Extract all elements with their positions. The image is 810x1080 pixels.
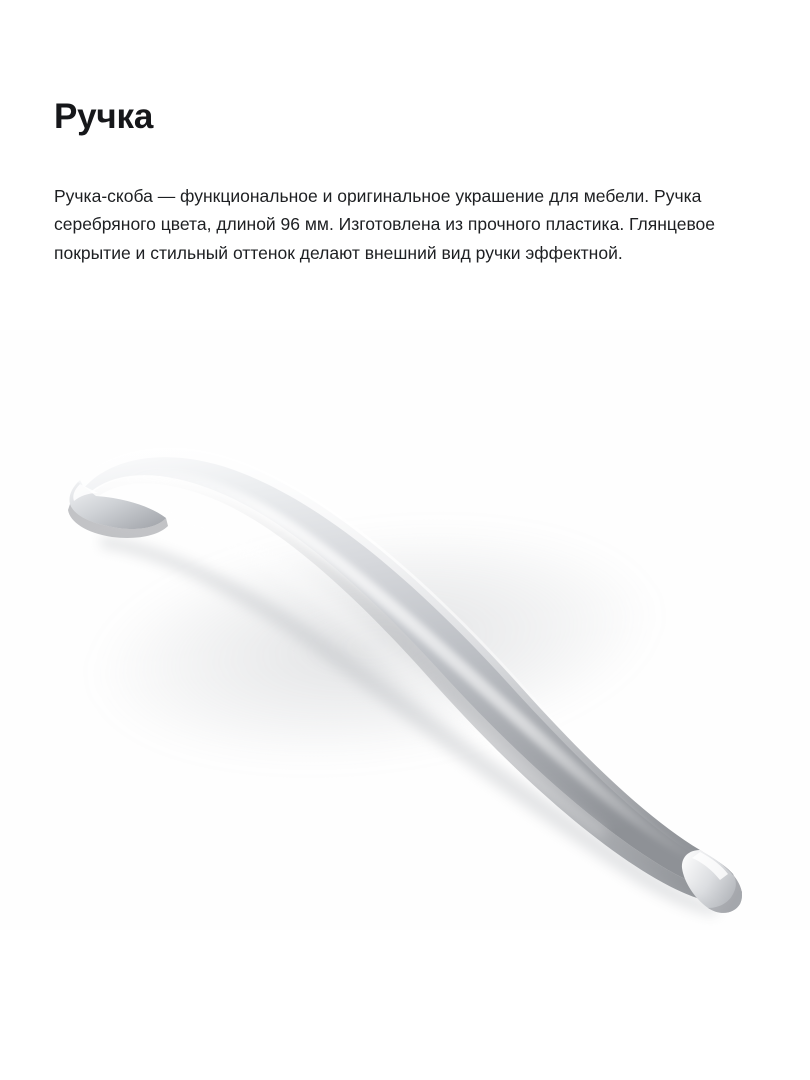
product-info-block: [54, 96, 754, 267]
product-image-backdrop: [0, 330, 810, 930]
page-title: Ручка: [54, 97, 154, 136]
product-description: Ручка-скоба — функциональное и оригинальное украшение для мебели. Ручка серебряного цвета, длиной 96 мм. Изготовлена из прочного пластика. Глянцевое покрытие и стильный оттенок делают внешний вид ручки эффектной.: [54, 186, 716, 263]
handle-bow: [78, 447, 742, 903]
product-image-container: [0, 330, 810, 930]
handle-left-foot: [68, 482, 168, 538]
furniture-handle-image: [0, 330, 810, 930]
